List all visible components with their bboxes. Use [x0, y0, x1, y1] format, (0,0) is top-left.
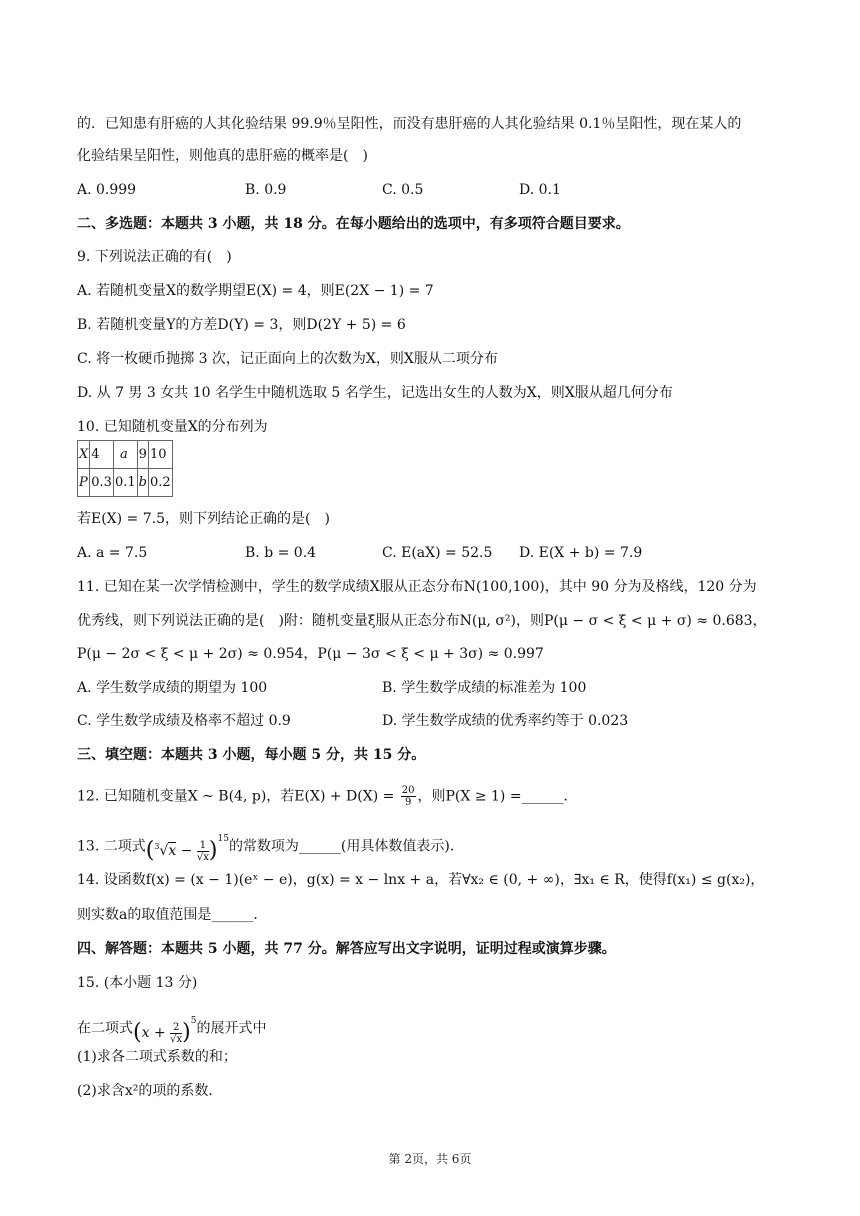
table-cell: P: [78, 469, 90, 497]
q9-option-d: D. 从 7 男 3 女共 10 名学生中随机选取 5 名学生，记选出女生的人数为X，则X服从超几何分布: [77, 385, 673, 401]
q13-fraction: [197, 840, 209, 863]
section-2-heading: 二、多选题：本题共 3 小题，共 18 分。在每小题给出的选项中，有多项符合题目要求。: [77, 216, 630, 232]
q9-option-c: C. 将一枚硬币抛掷 3 次，记正面向上的次数为X，则X服从二项分布: [77, 351, 498, 367]
table-cell: X: [78, 441, 90, 469]
q11-option-b: B. 学生数学成绩的标准差为 100: [382, 680, 587, 696]
minus-sign: −: [176, 843, 197, 859]
q14-line1: 14. 设函数f(x) = (x − 1)(eˣ − e)，g(x) = x − lnx + a，若∀x₂ ∈ (0, + ∞)，∃x₁ ∈ R，使得f(x₁) ≤ g(x₂)，: [77, 872, 765, 888]
right-paren: ): [208, 838, 218, 863]
table-cell: 0.1: [113, 469, 137, 497]
table-row: [78, 441, 173, 469]
q10-option-a: A. a = 7.5: [77, 545, 148, 561]
q15-fraction-denominator: √x: [170, 1033, 183, 1045]
q15-header: 15. (本小题 13 分): [77, 975, 198, 991]
right-paren: ): [182, 1020, 191, 1045]
q13-radicand: x: [168, 843, 177, 859]
cube-root-index: 3: [154, 842, 160, 851]
q11-line2: 优秀线，则下列说法正确的是( )附：随机变量ξ服从正态分布N(μ, σ²)，则P(μ − σ < ξ < μ + σ) ≈ 0.683，: [77, 613, 767, 629]
plus-sign: +: [149, 1025, 171, 1041]
q13-expression: [146, 830, 229, 863]
q8-option-a: A. 0.999: [77, 182, 137, 198]
table-cell: 0.3: [90, 469, 114, 497]
table-cell: 4: [90, 441, 114, 469]
q11-option-d: D. 学生数学成绩的优秀率约等于 0.023: [382, 713, 629, 729]
section-3-heading: 三、填空题：本题共 3 小题，每小题 5 分，共 15 分。: [77, 747, 426, 763]
section-4-heading: 四、解答题：本题共 5 小题，共 77 分。解答应写出文字说明，证明过程或演算步骤。: [77, 941, 616, 957]
q12: [77, 785, 578, 808]
q15-part-2: (2)求含x²的项的系数．: [77, 1083, 223, 1099]
q13: [77, 830, 464, 863]
left-paren: (: [133, 1020, 142, 1045]
q10-option-d: D. E(X + b) = 7.9: [519, 545, 643, 561]
q10-distribution-table: [77, 440, 173, 497]
q9-stem: 9. 下列说法正确的有( ): [77, 249, 232, 265]
table-cell: 10: [148, 441, 172, 469]
q15-fraction-numerator: 2: [170, 1022, 182, 1034]
q11-line3: P(μ − 2σ < ξ < μ + 2σ) ≈ 0.954，P(μ − 3σ < ξ < μ + 3σ) ≈ 0.997: [77, 646, 544, 662]
q10-option-c: C. E(aX) = 52.5: [382, 545, 493, 561]
q15-fraction: [170, 1022, 182, 1045]
radical-sign: √: [159, 843, 169, 859]
page-footer: 第 2页，共 6页: [388, 1152, 472, 1166]
q12-fraction: [401, 785, 416, 808]
q11-option-c: C. 学生数学成绩及格率不超过 0.9: [77, 713, 291, 729]
q11-option-a: A. 学生数学成绩的期望为 100: [77, 680, 268, 696]
q13-text-after: 的常数项为______(用具体数值表示)．: [228, 838, 464, 855]
q10-option-b: B. b = 0.4: [245, 545, 317, 561]
q12-text-before: 12. 已知随机变量X ~ B(4, p)，若E(X) + D(X) =: [77, 788, 399, 805]
q12-fraction-denominator: 9: [404, 797, 412, 808]
table-row: [78, 469, 173, 497]
q15-exponent: 5: [190, 1016, 197, 1026]
q10-condition: 若E(X) = 7.5，则下列结论正确的是( ): [77, 511, 330, 527]
q14-line2: 则实数a的取值范围是______．: [77, 907, 268, 923]
table-cell: 9: [137, 441, 148, 469]
variable-x: x: [141, 1025, 150, 1041]
q9-option-a: A. 若随机变量X的数学期望E(X) = 4，则E(2X − 1) = 7: [77, 283, 434, 299]
q8-line1: 的．已知患有肝癌的人其化验结果 99.9％呈阳性，而没有患肝癌的人其化验结果 0.1％呈阳性，现在某人的: [77, 116, 742, 132]
q12-text-after: ，则P(X ≥ 1) =______．: [417, 788, 578, 805]
q10-stem: 10. 已知随机变量X的分布列为: [77, 419, 268, 435]
q13-fraction-denominator: √x: [196, 851, 209, 863]
table-cell: 0.2: [148, 469, 172, 497]
q11-line1: 11. 已知在某一次学情检测中，学生的数学成绩X服从正态分布N(100,100)，其中 90 分为及格线，120 分为: [77, 579, 757, 595]
q8-line2: 化验结果呈阳性，则他真的患肝癌的概率是( ): [77, 148, 368, 164]
q13-fraction-numerator: 1: [197, 840, 209, 852]
q13-exponent: 15: [217, 834, 229, 844]
q8-option-b: B. 0.9: [245, 182, 287, 198]
table-cell: b: [137, 469, 148, 497]
q15-stem: [77, 1012, 266, 1045]
q12-fraction-numerator: 20: [401, 785, 415, 796]
q8-option-d: D. 0.1: [519, 182, 561, 198]
q15-part-1: (1)求各二项式系数的和；: [77, 1049, 237, 1065]
q15-text-after: 的展开式中: [196, 1020, 267, 1037]
q9-option-b: B. 若随机变量Y的方差D(Y) = 3，则D(2Y + 5) = 6: [77, 317, 406, 333]
q13-text-before: 13. 二项式: [77, 838, 146, 855]
q15-expression: [133, 1012, 196, 1045]
q8-option-c: C. 0.5: [382, 182, 424, 198]
left-paren: (: [145, 838, 155, 863]
q15-text-before: 在二项式: [77, 1020, 133, 1037]
table-cell: a: [113, 441, 137, 469]
